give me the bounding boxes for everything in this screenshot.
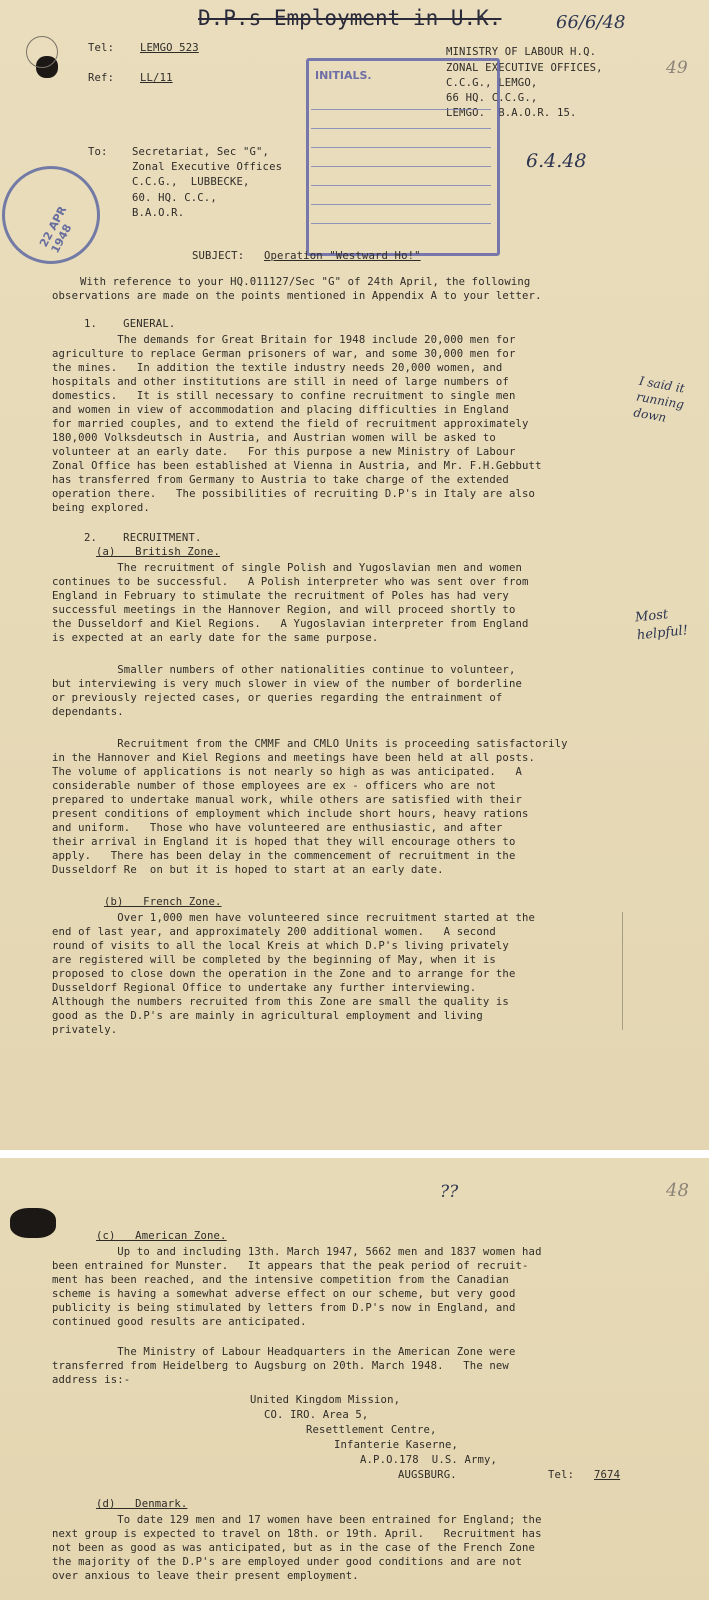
margin-note: I said it running down <box>632 373 686 425</box>
text-line: apply. There has been delay in the commencement of recruitment in the <box>52 850 516 862</box>
date-stamp-text: 22 APR 1948 <box>37 204 75 256</box>
text-line: the mines. In addition the textile industry needs 20,000 women, and <box>52 362 503 374</box>
text-line: The demands for Great Britain for 1948 include 20,000 men for <box>52 334 516 346</box>
recipient-line: Secretariat, Sec "G", <box>132 146 270 158</box>
address-line: Resettlement Centre, <box>306 1424 437 1436</box>
text-line: end of last year, and approximately 200 additional women. A second <box>52 926 496 938</box>
handwritten-mark: ?? <box>440 1182 459 1202</box>
subheading-american-zone: (c) American Zone. <box>96 1230 227 1242</box>
text-line: Dusseldorf Regional Office to undertake any further interviewing. <box>52 982 477 994</box>
text-line: scheme is having a somewhat adverse effect on our scheme, but very good <box>52 1288 516 1300</box>
subheading-denmark: (d) Denmark. <box>96 1498 188 1510</box>
text-line: continued good results are anticipated. <box>52 1316 307 1328</box>
sender-line: 66 HQ. C.C.G., <box>446 92 538 104</box>
text-line: Smaller numbers of other nationalities continue to volunteer, <box>52 664 516 676</box>
text-line: been entrained for Munster. It appears that the peak period of recruit- <box>52 1260 529 1272</box>
address-line: Infanterie Kaserne, <box>334 1439 459 1451</box>
recipient-line: 60. HQ. C.C., <box>132 192 217 204</box>
text-line: in the Hannover and Kiel Regions and meetings have been held at all posts. <box>52 752 536 764</box>
text-line: Dusseldorf Re on but it is hoped to start at an early date. <box>52 864 444 876</box>
initials-stamp <box>306 58 500 256</box>
text-line: prepared to undertake manual work, while others are satisfied with their <box>52 794 523 806</box>
text-line: or previously rejected cases, or queries regarding the entrainment of <box>52 692 503 704</box>
text-line: are registered will be completed by the beginning of May, when it is <box>52 954 496 966</box>
text-line: and uniform. Those who have volunteered are enthusiastic, and after <box>52 822 503 834</box>
text-line: proposed to close down the operation in the Zone and to arrange for the <box>52 968 516 980</box>
section-heading-recruitment: 2. RECRUITMENT. <box>84 532 202 544</box>
ref-value: LL/11 <box>140 72 173 84</box>
handwritten-file-ref: 66/6/48 <box>556 12 626 33</box>
text-line: address is:- <box>52 1374 131 1386</box>
text-line: has transferred from Germany to Austria to take charge of the extended <box>52 474 509 486</box>
text-line: but interviewing is very much slower in view of the number of borderline <box>52 678 523 690</box>
section-heading-general: 1. GENERAL. <box>84 318 176 330</box>
subject-value: Operation "Westward Ho!" <box>264 250 421 262</box>
text-line: Up to and including 13th. March 1947, 5662 men and 1837 women had <box>52 1246 542 1258</box>
tel-label: Tel: <box>548 1469 575 1481</box>
text-line: not been as good as was anticipated, but as in the case of the French Zone <box>52 1542 536 1554</box>
page-number: 49 <box>666 58 688 78</box>
address-line: AUGSBURG. <box>398 1469 457 1481</box>
text-line: publicity is being stimulated by letters from D.P's now in England, and <box>52 1302 516 1314</box>
stamp-title: INITIALS. <box>315 69 372 82</box>
text-line: present conditions of employment which include short hours, heavy rations <box>52 808 529 820</box>
text-line: being explored. <box>52 502 150 514</box>
subheading-british-zone: (a) British Zone. <box>96 546 221 558</box>
handwritten-heading: D.P.s Employment in U.K. <box>198 6 502 30</box>
sender-line: LEMGO. B.A.O.R. 15. <box>446 107 577 119</box>
text-line: and women in view of accommodation and placing difficulties in England <box>52 404 509 416</box>
text-line: Although the numbers recruited from this Zone are small the quality is <box>52 996 509 1008</box>
text-line: next group is expected to travel on 18th. or 19th. April. Recruitment has <box>52 1528 542 1540</box>
text-line: round of visits to all the local Kreis at which D.P's living privately <box>52 940 509 952</box>
embossed-seal-icon <box>26 36 58 68</box>
text-line: privately. <box>52 1024 118 1036</box>
tel-value: LEMGO 523 <box>140 42 199 54</box>
text-line: Over 1,000 men have volunteered since recruitment started at the <box>52 912 536 924</box>
text-line: 180,000 Volksdeutsch in Austria, and Austrian women will be asked to <box>52 432 496 444</box>
address-line: CO. IRO. Area 5, <box>264 1409 369 1421</box>
sender-line: ZONAL EXECUTIVE OFFICES, <box>446 62 603 74</box>
text-line: good as the D.P's are mainly in agricultural employment and living <box>52 1010 483 1022</box>
text-line: operation there. The possibilities of recruiting D.P's in Italy are also <box>52 488 536 500</box>
sender-line: C.C.G., LEMGO, <box>446 77 538 89</box>
text-line: observations are made on the points mentioned in Appendix A to your letter. <box>52 290 542 302</box>
text-line: transferred from Heidelberg to Augsburg on 20th. March 1948. The new <box>52 1360 509 1372</box>
address-line: United Kingdom Mission, <box>250 1394 401 1406</box>
text-line: Zonal Office has been established at Vienna in Austria, and Mr. F.H.Gebbutt <box>52 460 542 472</box>
text-line: volunteer at an early date. For this purpose a new Ministry of Labour <box>52 446 516 458</box>
margin-note: Most helpful! <box>634 607 689 644</box>
text-line: continues to be successful. A Polish interpreter who was sent over from <box>52 576 529 588</box>
text-line: dependants. <box>52 706 124 718</box>
circular-date-stamp <box>2 166 100 264</box>
text-line: agriculture to replace German prisoners of war, and some 30,000 men for <box>52 348 516 360</box>
text-line: the Dusseldorf and Kiel Regions. A Yugoslavian interpreter from England <box>52 618 529 630</box>
to-label: To: <box>88 146 108 158</box>
text-line: over anxious to leave their present employment. <box>52 1570 359 1582</box>
tel-value: 7674 <box>594 1469 621 1481</box>
text-line: ment has been reached, and the intensive competition from the Canadian <box>52 1274 509 1286</box>
subheading-french-zone: (b) French Zone. <box>104 896 222 908</box>
recipient-line: C.C.G., LUBBECKE, <box>132 176 250 188</box>
recipient-line: B.A.O.R. <box>132 207 185 219</box>
text-line: Recruitment from the CMMF and CMLO Units is proceeding satisfactorily <box>52 738 568 750</box>
text-line: With reference to your HQ.011127/Sec "G" of 24th April, the following <box>80 276 531 288</box>
punch-hole <box>10 1208 56 1238</box>
text-line: hospitals and other institutions are still in need of large numbers of <box>52 376 509 388</box>
stamp-grid <box>311 91 491 241</box>
page-number: 48 <box>666 1180 689 1201</box>
ref-label: Ref: <box>88 72 115 84</box>
document-page-2 <box>0 1158 709 1600</box>
text-line: The Ministry of Labour Headquarters in the American Zone were <box>52 1346 516 1358</box>
text-line: England in February to stimulate the recruitment of Poles has had very <box>52 590 509 602</box>
margin-line <box>622 912 623 1030</box>
text-line: the majority of the D.P's are employed under good conditions and are not <box>52 1556 523 1568</box>
subject-label: SUBJECT: <box>192 250 245 262</box>
text-line: successful meetings in the Hannover Region, and will proceed shortly to <box>52 604 516 616</box>
text-line: domestics. It is still necessary to confine recruitment to single men <box>52 390 516 402</box>
tel-label: Tel: <box>88 42 115 54</box>
text-line: To date 129 men and 17 women have been entrained for England; the <box>52 1514 542 1526</box>
text-line: The recruitment of single Polish and Yugoslavian men and women <box>52 562 523 574</box>
handwritten-date: 6.4.48 <box>526 150 587 172</box>
recipient-line: Zonal Executive Offices <box>132 161 283 173</box>
text-line: for married couples, and to extend the field of recruitment approximately <box>52 418 529 430</box>
sender-line: MINISTRY OF LABOUR H.Q. <box>446 46 597 58</box>
text-line: is expected at an early date for the same purpose. <box>52 632 379 644</box>
text-line: considerable number of those employees are ex - officers who are not <box>52 780 496 792</box>
text-line: The volume of applications is not nearly so high as was anticipated. A <box>52 766 523 778</box>
address-line: A.P.O.178 U.S. Army, <box>360 1454 498 1466</box>
text-line: their arrival in England it is hoped that they will encourage others to <box>52 836 516 848</box>
